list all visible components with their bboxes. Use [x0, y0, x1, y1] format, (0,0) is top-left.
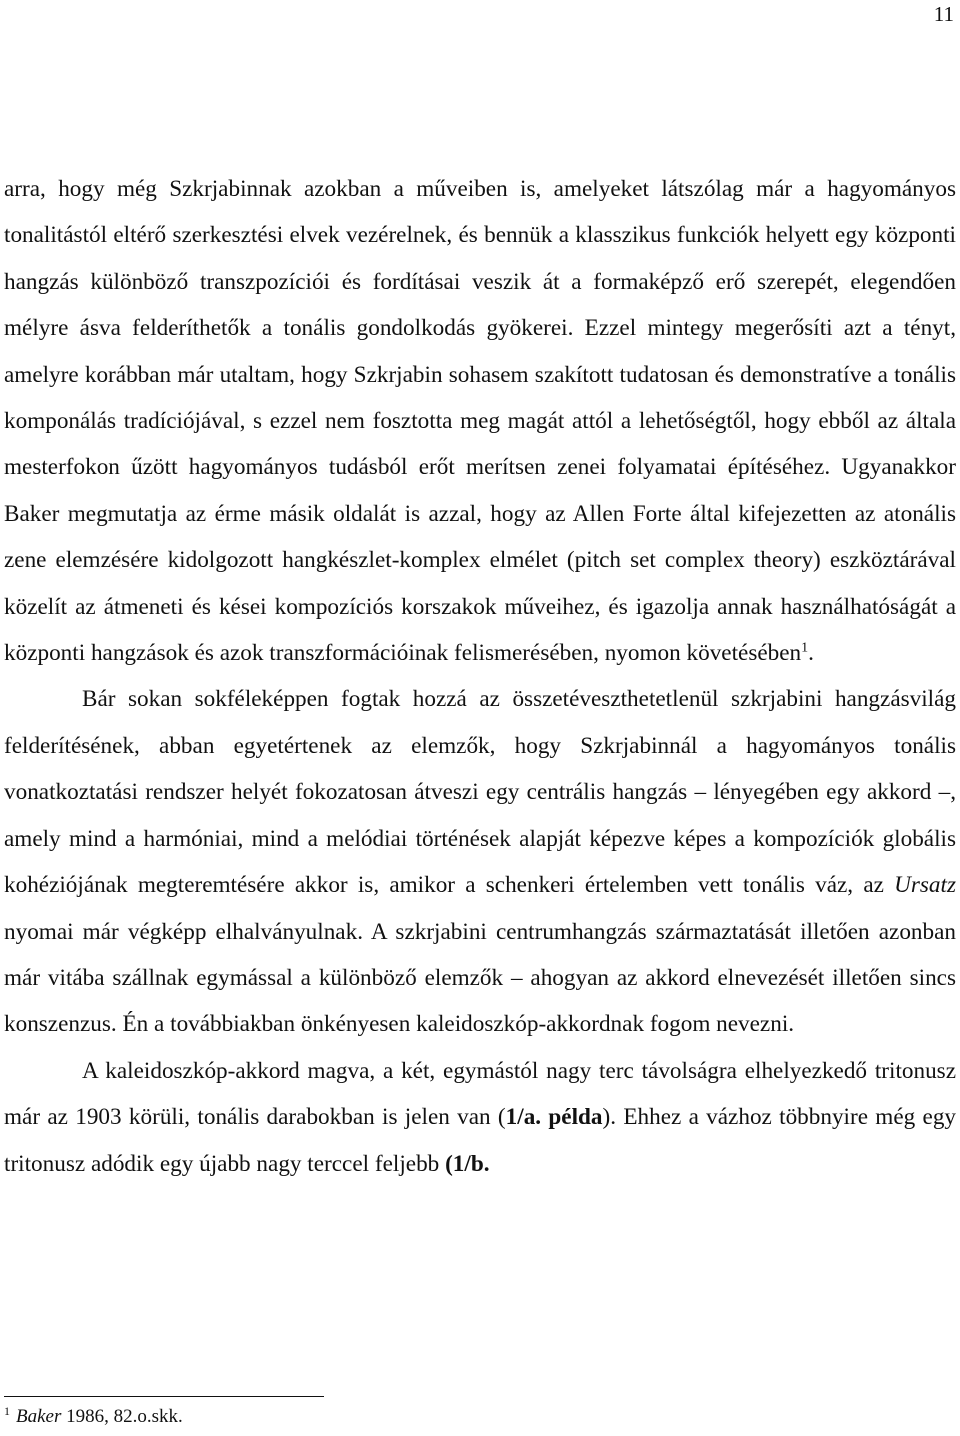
text-segment: ). Ehhez a vázhoz többnyire még egy tritonusz adódik egy újabb nagy terccel feljebb: [4, 1104, 957, 1177]
paragraph: [4, 166, 956, 676]
footnote: [4, 1404, 183, 1430]
text-segment: nyomai már végképp elhalványulnak. A szkrjabini centrumhangzás származtatását illetően azonban már vitába szállnak egymással a különböző elemzők – ahogyan az akkord elnevezését illetően sincs konszenzus. Én a továbbiakban önkényesen kaleidoszkóp-akkordnak fogom nevezni.: [4, 918, 956, 1038]
page-number: 11: [933, 2, 954, 26]
text-segment: A kaleidoszkóp-akkord magva, a két, egymástól nagy terc távolságra elhelyezkedő tritonusz már az 1903 körüli, tonális darabokban is jelen van (: [4, 1057, 956, 1131]
footnote-citation: 1986, 82.o.skk.: [61, 1406, 183, 1427]
text-segment: (1/b.: [445, 1150, 490, 1177]
footnote-author: Baker: [16, 1406, 62, 1427]
paragraph: [4, 676, 956, 1047]
text-segment: 1/a. példa: [505, 1104, 603, 1131]
footnote-divider: [4, 1396, 324, 1397]
text-segment: Bár sokan sokféleképpen fogtak hozzá az összetéveszthetetlenül szkrjabini hangzásvilág felderítésének, abban egyetértenek az elemzők, hogy Szkrjabinnál a hagyományos tonális vonatkoztatási rendszer helyét fokozatosan átveszi egy centrális hangzás – lényegében egy akkord –, amely mind a harmóniai, mind a melódiai történések alapját képezve képes a kompozíciók globális kohéziójának megteremtésére akkor is, amikor a schenkeri értelemben vett tonális váz, az: [4, 686, 956, 899]
footnote-reference: 1: [801, 640, 809, 656]
text-segment: arra, hogy még Szkrjabinnak azokban a műveiben is, amelyeket látszólag már a hagyományos tonalitástól eltérő szerkesztési elvek vezérelnek, és bennük a klasszikus funkciók helyett egy központi hangzás különböző transzpozíciói és fordításai veszik át a formaképző erő szerepét, elegendően mélyre ásva felderíthetők a tonális gondolkodás gyökerei. Ezzel mintegy megerősíti azt a tényt, amelyre korábban már utaltam, hogy Szkrjabin sohasem szakított tudatosan és demonstratíve a tonális komponálás tradíciójával, s ezzel nem fosztotta meg magát attól a lehetőségtől, hogy ebből az általa mesterfokon űzött hagyományos tudásból erőt merítsen zenei folyamatai építéséhez. Ugyanakkor Baker megmutatja az érme másik oldalát is azzal, hogy az Allen Forte által kifejezetten az atonális zene elemzésére kidolgozott hangkészlet-komplex elmélet (pitch set complex theory) eszköztárával közelít az átmeneti és kései kompozíciós korszakok műveihez, és igazolja annak használhatóságát a központi hangzások és azok transzformációinak felismerésében, nyomon követésében: [4, 176, 956, 667]
text-segment: .: [808, 640, 814, 667]
text-segment: Ursatz: [894, 872, 956, 899]
footnote-marker: 1: [4, 1403, 10, 1418]
paragraph: [4, 1048, 956, 1187]
main-text: [4, 166, 956, 1187]
